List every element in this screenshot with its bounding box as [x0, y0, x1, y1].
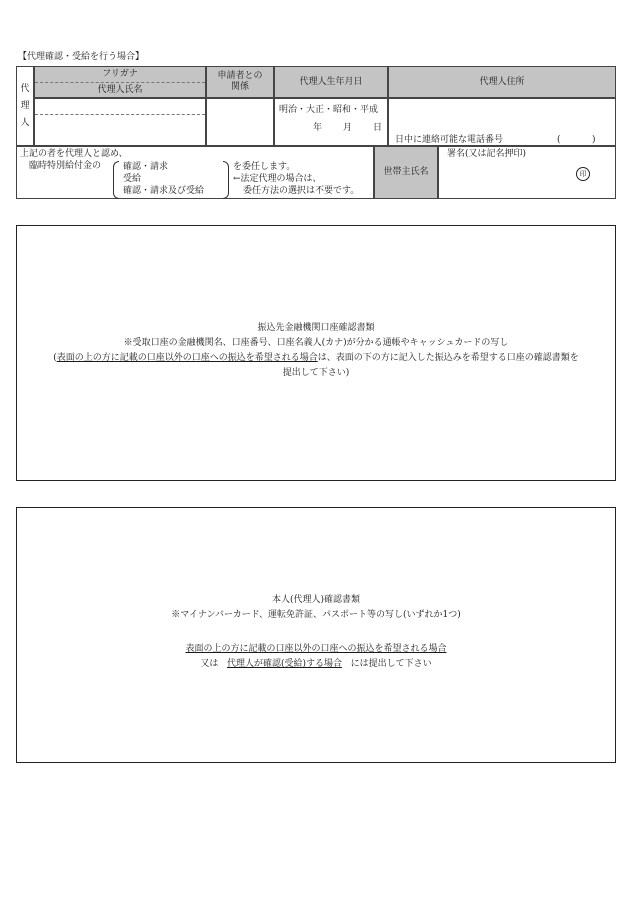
identity-document-box: [16, 507, 616, 763]
phone-paren-open: (: [557, 135, 561, 145]
signature-label: 署名(又は記名押印): [447, 149, 527, 159]
bank-box-line2: [17, 352, 615, 364]
delegate-text: を委任します。: [233, 162, 296, 172]
bracket-left: [113, 161, 119, 199]
id-box-line3: [17, 658, 615, 670]
month-label: 月: [343, 123, 353, 133]
householder-label: 世帯主氏名: [383, 167, 429, 177]
proxy-side-label: [16, 66, 34, 146]
year-label: 年: [313, 123, 323, 133]
relation-header: [206, 66, 274, 98]
legal-note-1: ←法定代理の場合は、: [233, 174, 322, 184]
era-options: 明治・大正・昭和・平成: [279, 105, 379, 115]
relation-field[interactable]: [206, 98, 274, 146]
name-header: [34, 66, 206, 98]
bank-box-title: 振込先金融機関口座確認書類: [257, 323, 375, 333]
address-field[interactable]: [388, 98, 616, 146]
id-box-title: 本人(代理人)確認書類: [271, 595, 361, 605]
paren: (: [53, 353, 57, 363]
phone-paren-close: ): [592, 135, 596, 145]
address-label: 代理人住所: [479, 76, 525, 87]
id-box-underlined-1: 表面の上の方に記載の口座以外の口座への振込を希望される場合: [185, 644, 447, 654]
delegation-line2: 臨時特別給付金の: [29, 161, 102, 171]
address-header: [388, 66, 616, 98]
delegation-line1: 上記の者を代理人と認め、: [20, 149, 128, 159]
id-box-underlined-2: 代理人が確認(受給)する場合: [226, 659, 343, 669]
proxy-name-field[interactable]: [34, 98, 206, 146]
option-receive: 受給: [123, 174, 142, 184]
dob-field[interactable]: [274, 98, 388, 146]
id-box-line2: [17, 643, 615, 655]
bracket-right: [223, 161, 229, 199]
side-char: 代: [20, 83, 30, 94]
option-confirm-claim: 確認・請求: [123, 162, 169, 172]
phone-label: 日中に連絡可能な電話番号: [395, 135, 504, 145]
seal-icon: 印: [576, 167, 590, 181]
relation-label-2: 関係: [230, 82, 249, 92]
bank-box-line3: 提出して下さい): [282, 368, 350, 378]
id-box-line1: ※マイナンバーカード、運転免許証、パスポート等の写し(いずれか1つ): [171, 610, 461, 620]
relation-label-1: 申請者との: [217, 71, 263, 81]
bank-document-box: [16, 225, 616, 481]
section-heading: 【代理確認・受給を行う場合】: [18, 52, 145, 62]
option-confirm-claim-receive: 確認・請求及び受給: [123, 186, 205, 196]
legal-note-2: 委任方法の選択は不要です。: [243, 186, 360, 196]
proxy-name-label: 代理人氏名: [97, 85, 143, 95]
householder-header: [374, 146, 438, 199]
bank-box-line1: ※受取口座の金融機関名、口座番号、口座名義人(カナ)が分かる通帳やキャッシュカードの写し: [123, 338, 509, 348]
day-label: 日: [373, 123, 383, 133]
dob-label: 代理人生年月日: [299, 76, 363, 87]
id-box-suffix: には提出して下さい: [350, 659, 432, 669]
proxy-table: [16, 66, 616, 199]
side-char: 理: [20, 100, 30, 111]
bank-box-rest: は、表面の下の方に記入した振込みを希望する口座の確認書類を: [317, 353, 579, 363]
furigana-label: フリガナ: [102, 69, 138, 79]
bank-box-underlined: 表面の上の方に記載の口座以外の口座への振込を希望される場合: [56, 353, 318, 363]
id-box-prefix: 又は: [200, 659, 219, 669]
dob-header: [274, 66, 388, 98]
delegation-statement: [16, 146, 374, 199]
side-char: 人: [20, 117, 30, 128]
signature-field[interactable]: [438, 146, 616, 199]
